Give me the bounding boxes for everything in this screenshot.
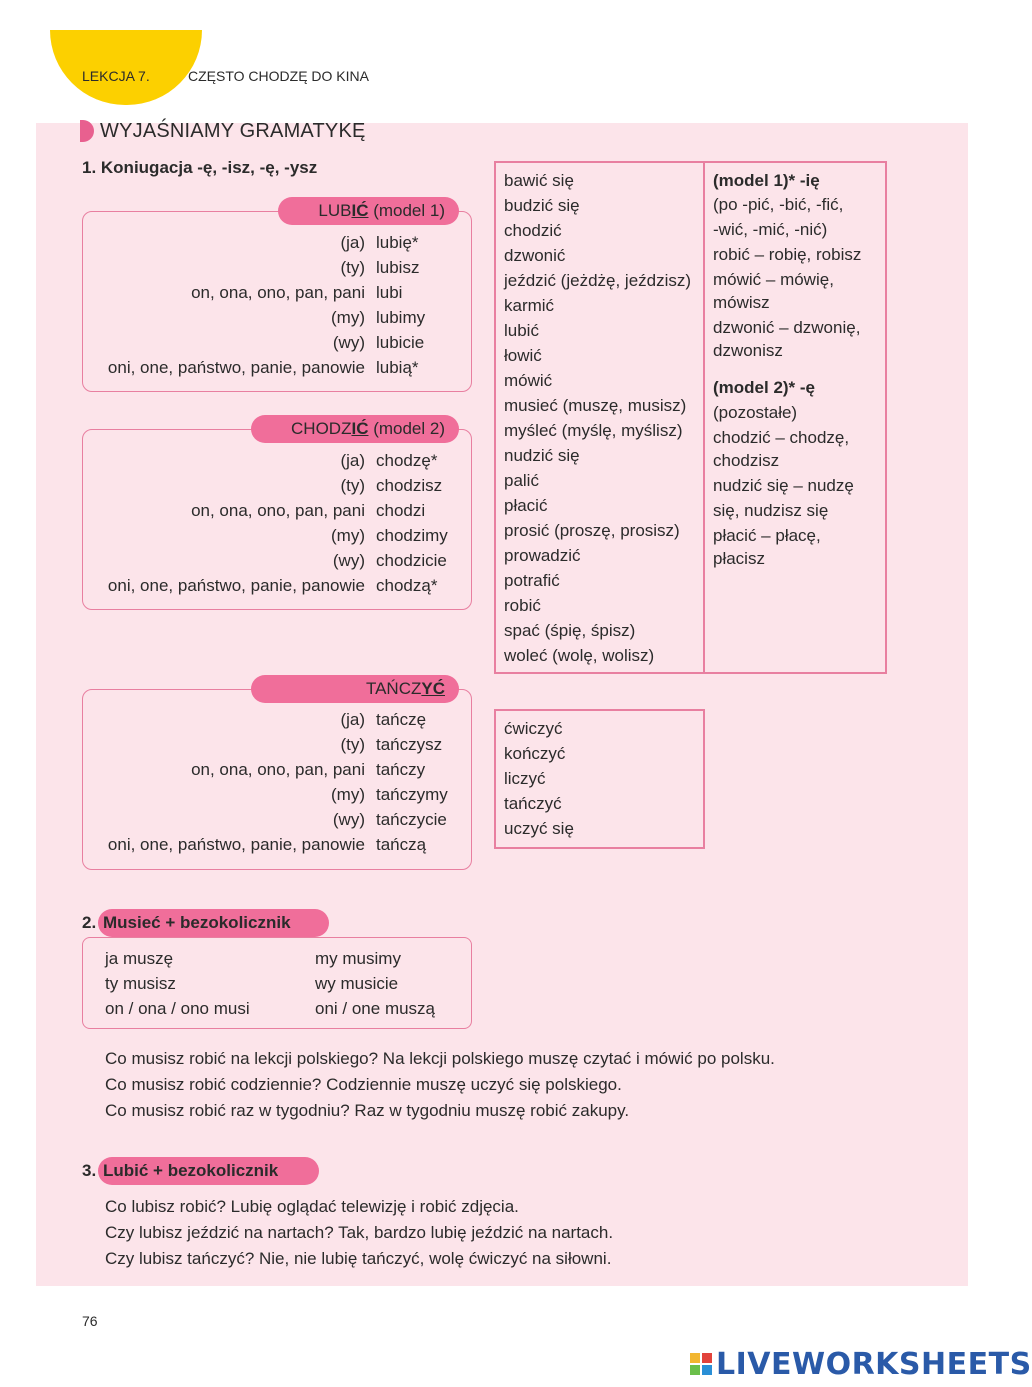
verb-form: tańczy xyxy=(376,760,426,779)
model-notes-box xyxy=(703,161,887,674)
model1-line: mówić – mówię, xyxy=(713,270,834,289)
verb-form: chodzimy xyxy=(376,526,448,545)
section3-number: 3. xyxy=(82,1161,97,1180)
verb-list-item: budzić się xyxy=(504,196,580,215)
pronoun: (wy) xyxy=(332,551,365,570)
pronoun: (ty) xyxy=(340,258,365,277)
page-number: 76 xyxy=(82,1313,98,1329)
model1-line: mówisz xyxy=(713,293,770,312)
conj-table-chodzic xyxy=(82,429,472,610)
verb-list-item: myśleć (myślę, myślisz) xyxy=(504,421,683,440)
verb-list-item: płacić xyxy=(504,496,548,515)
verb-list-item: dzwonić xyxy=(504,246,566,265)
verb-form: tańczą xyxy=(376,835,427,854)
verb-form: chodzą* xyxy=(376,576,438,595)
model2-line: (pozostałe) xyxy=(713,403,798,422)
verb-list-box xyxy=(494,161,705,674)
verb-list-item: karmić xyxy=(504,296,555,315)
verb-list-item: jeździć (jeżdżę, jeździsz) xyxy=(504,271,692,290)
verb-form: tańczycie xyxy=(376,810,447,829)
pronoun: (my) xyxy=(331,308,365,327)
musiec-table xyxy=(82,937,472,1029)
pronoun: (ja) xyxy=(340,451,365,470)
example-sentence: Co musisz robić raz w tygodniu? Raz w tygodniu muszę robić zakupy. xyxy=(105,1101,630,1120)
logo-square xyxy=(690,1365,700,1375)
logo-square xyxy=(702,1353,712,1363)
pronoun: (ty) xyxy=(340,735,365,754)
verb-pill-chodzic: CHODZIĆ (model 2) xyxy=(251,415,459,443)
pronoun: (ja) xyxy=(340,710,365,729)
pronoun: (my) xyxy=(331,785,365,804)
verb-list-item: palić xyxy=(504,471,539,490)
pronoun: oni, one, państwo, panie, panowie xyxy=(107,835,365,854)
pronoun: on, ona, ono, pan, pani xyxy=(191,501,365,520)
logo-square xyxy=(690,1353,700,1363)
verb-list-item: woleć (wolę, wolisz) xyxy=(504,646,655,665)
model2-title: (model 2)* -ę xyxy=(713,378,816,397)
ysz-verb-item: liczyć xyxy=(504,769,546,788)
section3-title: Lubić + bezokolicznik xyxy=(98,1157,319,1185)
ysz-verb-item: ćwiczyć xyxy=(504,719,563,738)
pronoun: (my) xyxy=(331,526,365,545)
heading-conjugation: 1. Koniugacja -ę, -isz, -ę, -ysz xyxy=(82,158,318,177)
model2-line: się, nudzisz się xyxy=(713,501,829,520)
verb-list-item: spać (śpię, śpisz) xyxy=(504,621,636,640)
verb-list-item: bawić się xyxy=(504,171,574,190)
verb-list-item: lubić xyxy=(504,321,539,340)
example-sentence: Czy lubisz tańczyć? Nie, nie lubię tańczyć, wolę ćwiczyć na siłowni. xyxy=(105,1249,612,1268)
section2-title: Musieć + bezokolicznik xyxy=(98,909,329,937)
verb-pill-lubic: LUBIĆ (model 1) xyxy=(278,197,459,225)
model2-line: nudzić się – nudzę xyxy=(713,476,854,495)
musiec-form: my musimy xyxy=(315,949,401,968)
pronoun: (wy) xyxy=(332,810,365,829)
model1-line: robić – robię, robisz xyxy=(713,245,862,264)
conj-table-tanczyc xyxy=(82,689,472,870)
model1-line: dzwonić – dzwonię, xyxy=(713,318,861,337)
verb-form: chodzisz xyxy=(376,476,443,495)
verb-form: lubię* xyxy=(376,233,419,252)
pronoun: (ty) xyxy=(340,476,365,495)
model2-line: płacisz xyxy=(713,549,765,568)
pronoun: oni, one, państwo, panie, panowie xyxy=(107,358,365,377)
musiec-form: oni / one muszą xyxy=(315,999,436,1018)
musiec-form: ty musisz xyxy=(105,974,176,993)
verb-form: lubisz xyxy=(376,258,420,277)
verb-list-item: robić xyxy=(504,596,541,615)
verb-form: tańczysz xyxy=(376,735,443,754)
pronoun: on, ona, ono, pan, pani xyxy=(191,760,365,779)
ysz-verb-item: kończyć xyxy=(504,744,566,763)
verb-form: lubicie xyxy=(376,333,425,352)
verb-list-item: prowadzić xyxy=(504,546,581,565)
model1-line: -wić, -mić, -nić) xyxy=(713,220,828,239)
logo-square xyxy=(702,1365,712,1375)
verb-list-item: potrafić xyxy=(504,571,560,590)
verb-form: tańczymy xyxy=(376,785,448,804)
verb-list-item: musieć (muszę, musisz) xyxy=(504,396,687,415)
verb-form: lubimy xyxy=(376,308,426,327)
lesson-title: CZĘSTO CHODZĘ DO KINA xyxy=(188,68,369,84)
verb-form: lubi xyxy=(376,283,403,302)
verb-list-item: mówić xyxy=(504,371,553,390)
model2-line: płacić – płacę, xyxy=(713,526,821,545)
musiec-form: wy musicie xyxy=(315,974,399,993)
example-sentence: Co musisz robić codziennie? Codziennie muszę uczyć się polskiego. xyxy=(105,1075,622,1094)
verb-list-item: chodzić xyxy=(504,221,562,240)
section2-number: 2. xyxy=(82,913,97,932)
liveworksheets-text: LIVEWORKSHEETS xyxy=(716,1346,1032,1382)
verb-form: chodzę* xyxy=(376,451,438,470)
liveworksheets-icon xyxy=(690,1353,712,1375)
verb-list-item: łowić xyxy=(504,346,542,365)
pronoun: (ja) xyxy=(340,233,365,252)
pronoun: on, ona, ono, pan, pani xyxy=(191,283,365,302)
liveworksheets-logo[interactable] xyxy=(690,1346,1032,1382)
model2-line: chodzić – chodzę, xyxy=(713,428,850,447)
ysz-verb-box xyxy=(494,709,705,849)
musiec-form: ja muszę xyxy=(105,949,174,968)
verb-form: lubią* xyxy=(376,358,419,377)
pronoun: oni, one, państwo, panie, panowie xyxy=(107,576,365,595)
example-sentence: Co musisz robić na lekcji polskiego? Na lekcji polskiego muszę czytać i mówić po polsku. xyxy=(105,1049,775,1068)
model2-line: chodzisz xyxy=(713,451,780,470)
verb-pill-tanczyc: TAŃCZYĆ xyxy=(251,675,459,703)
ysz-verb-item: tańczyć xyxy=(504,794,562,813)
verb-form: tańczę xyxy=(376,710,427,729)
lesson-label: LEKCJA 7. xyxy=(82,68,150,84)
example-sentence: Czy lubisz jeździć na nartach? Tak, bardzo lubię jeździć na nartach. xyxy=(105,1223,614,1242)
conj-table-lubic xyxy=(82,211,472,392)
section-title: WYJAŚNIAMY GRAMATYKĘ xyxy=(100,120,366,142)
musiec-form: on / ona / ono musi xyxy=(105,999,250,1018)
verb-form: chodzicie xyxy=(376,551,447,570)
ysz-verb-item: uczyć się xyxy=(504,819,574,838)
verb-form: chodzi xyxy=(376,501,426,520)
verb-list-item: prosić (proszę, prosisz) xyxy=(504,521,680,540)
model1-line: (po -pić, -bić, -fić, xyxy=(713,195,844,214)
pronoun: (wy) xyxy=(332,333,365,352)
example-sentence: Co lubisz robić? Lubię oglądać telewizję i robić zdjęcia. xyxy=(105,1197,519,1216)
model1-title: (model 1)* -ię xyxy=(713,171,820,190)
model1-line: dzwonisz xyxy=(713,341,783,360)
verb-list-item: nudzić się xyxy=(504,446,580,465)
